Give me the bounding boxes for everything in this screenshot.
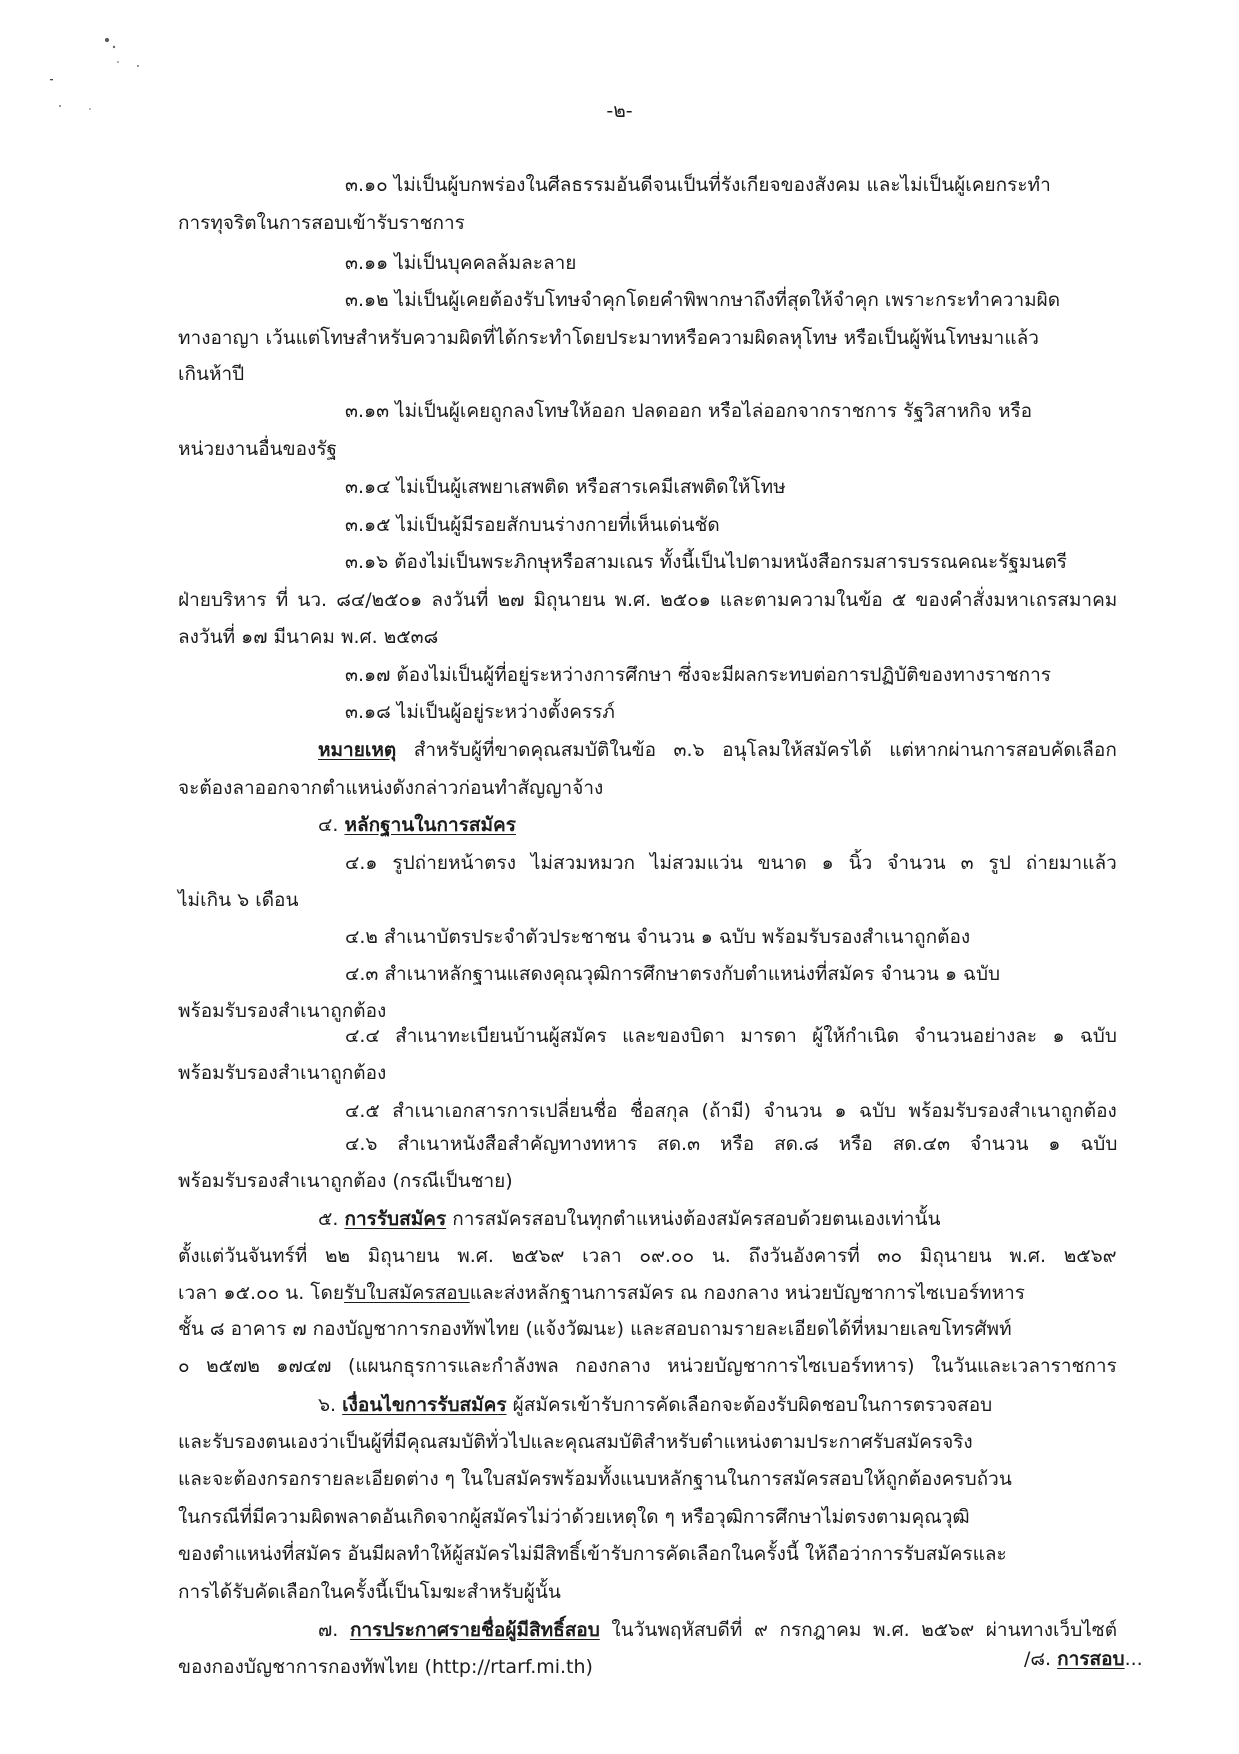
line-text: พร้อมรับรองสำเนาถูกต้อง (กรณีเป็นชาย) <box>178 1170 513 1192</box>
line-text: ๓.๑๘ ไม่เป็นผู้อยู่ระหว่างตั้งครรภ์ <box>345 701 615 723</box>
footer-ellipsis: ... <box>1124 1648 1143 1670</box>
line-text: ๓.๑๗ ต้องไม่เป็นผู้ที่อยู่ระหว่างการศึกษา ซึ่งจะมีผลกระทบต่อการปฏิบัติของทางราชการ <box>345 664 1051 686</box>
line-text: ชั้น ๘ อาคาร ๗ กองบัญชาการกองทัพไทย (แจ้งวัฒนะ) และสอบถามรายละเอียดได้ที่หมายเลขโทรศัพท์ <box>178 1318 1012 1340</box>
line-text: ทางอาญา เว้นแต่โทษสำหรับความผิดที่ได้กระทำโดยประมาทหรือความผิดลหุโทษ หรือเป็นผู้พ้นโทษมาแล้ว <box>178 327 1039 349</box>
line-text: ในกรณีที่มีความผิดพลาดอันเกิดจากผู้สมัครไม่ว่าด้วยเหตุใด ๆ หรือวุฒิการศึกษาไม่ตรงตามคุณวุฒิ <box>178 1506 970 1528</box>
text-line <box>178 624 438 650</box>
line-text: พร้อมรับรองสำเนาถูกต้อง <box>178 1062 387 1084</box>
text-line <box>178 1504 970 1530</box>
text-line <box>345 172 1051 198</box>
text-line <box>345 549 1067 575</box>
line-text: ผู้สมัครเข้ารับการคัดเลือกจะต้องรับผิดชอบในการตรวจสอบ <box>506 1394 993 1416</box>
text-line <box>178 1243 1117 1269</box>
line-text: เวลา ๑๕.๐๐ น. โดย <box>178 1282 344 1304</box>
section-number: ๗. <box>318 1619 350 1641</box>
text-line <box>345 1023 1117 1049</box>
text-line <box>345 512 720 538</box>
text-line <box>345 398 1032 424</box>
section-heading: การประกาศรายชื่อผู้มีสิทธิ์สอบ <box>349 1619 600 1641</box>
text-line <box>178 998 386 1024</box>
text-line <box>345 699 615 725</box>
footer-next-section: การสอบ <box>1057 1648 1125 1670</box>
text-line <box>345 662 1051 688</box>
text-line <box>345 961 1000 987</box>
line-text: ไม่เกิน ๖ เดือน <box>178 889 299 911</box>
text-line <box>178 325 1039 351</box>
line-text: ๔.๓ สำเนาหลักฐานแสดงคุณวุฒิการศึกษาตรงกับตำแหน่งที่สมัคร จำนวน ๑ ฉบับ <box>345 963 1001 985</box>
footer-prefix: /๘. <box>1024 1648 1058 1670</box>
line-text: สำหรับผู้ที่ขาดคุณสมบัติในข้อ ๓.๖ อนุโลมให้สมัครได้ แต่หากผ่านการสอบคัดเลือก <box>396 739 1117 761</box>
section-number: ๕. <box>318 1208 345 1230</box>
text-line <box>178 1429 973 1455</box>
line-text: ฝ่ายบริหาร ที่ นว. ๘๔/๒๕๐๑ ลงวันที่ ๒๗ มิถุนายน พ.ศ. ๒๕๐๑ และตามความในข้อ ๕ ของคำสั่งมหาเถรสมาคม <box>178 589 1118 611</box>
continuation-footer <box>1024 1646 1143 1672</box>
line-text: ของตำแหน่งที่สมัคร อันมีผลทำให้ผู้สมัครไม่มีสิทธิ์เข้ารับการคัดเลือกในครั้งนี้ ให้ถือว่าการรับสมัครและ <box>178 1543 1007 1565</box>
text-line <box>178 361 244 387</box>
text-line <box>178 1466 1012 1492</box>
text-line <box>178 1316 1012 1342</box>
text-line <box>178 436 337 462</box>
text-line <box>318 1617 1117 1643</box>
text-line <box>345 287 1060 313</box>
line-text: ลงวันที่ ๑๗ มีนาคม พ.ศ. ๒๕๓๘ <box>178 626 439 648</box>
line-text: ของกองบัญชาการกองทัพไทย (http://rtarf.mi.th) <box>178 1656 593 1678</box>
line-text: จะต้องลาออกจากตำแหน่งดังกล่าวก่อนทำสัญญาจ้าง <box>178 777 604 799</box>
text-line <box>345 1131 1117 1157</box>
line-text: และรับรองตนเองว่าเป็นผู้ที่มีคุณสมบัติทั่วไปและคุณสมบัติสำหรับตำแหน่งตามประกาศรับสมัครจริง <box>178 1431 973 1453</box>
text-line <box>345 924 970 950</box>
line-text: ๔.๑ รูปถ่ายหน้าตรง ไม่สวมหมวก ไม่สวมแว่น ขนาด ๑ นิ้ว จำนวน ๓ รูป ถ่ายมาแล้ว <box>345 852 1117 874</box>
line-text: พร้อมรับรองสำเนาถูกต้อง <box>178 1000 387 1022</box>
line-text: เกินห้าปี <box>178 363 245 385</box>
text-line <box>178 775 603 801</box>
line-text: การได้รับคัดเลือกในครั้งนี้เป็นโมฆะสำหรับผู้นั้น <box>178 1581 561 1603</box>
line-text: และส่งหลักฐานการสมัคร ณ กองกลาง หน่วยบัญชาการไซเบอร์ทหาร <box>469 1282 1025 1304</box>
text-line <box>318 1206 940 1232</box>
text-line <box>178 1541 1007 1567</box>
section-heading: การรับสมัคร <box>344 1208 447 1230</box>
text-line <box>345 1098 1117 1124</box>
line-text: ๔.๕ สำเนาเอกสารการเปลี่ยนชื่อ ชื่อสกุล (ถ้ามี) จำนวน ๑ ฉบับ พร้อมรับรองสำเนาถูกต้อง <box>345 1100 1117 1122</box>
line-text: ๔.๒ สำเนาบัตรประจำตัวประชาชน จำนวน ๑ ฉบับ พร้อมรับรองสำเนาถูกต้อง <box>345 926 971 948</box>
line-text: ในวันพฤหัสบดีที่ ๙ กรกฎาคม พ.ศ. ๒๕๖๙ ผ่านทางเว็บไซต์ <box>599 1619 1118 1641</box>
text-line <box>345 850 1117 876</box>
line-text: หน่วยงานอื่นของรัฐ <box>178 438 338 460</box>
text-line <box>178 1280 1025 1306</box>
line-text: ๔.๖ สำเนาหนังสือสำคัญทางทหาร สด.๓ หรือ สด.๘ หรือ สด.๔๓ จำนวน ๑ ฉบับ <box>345 1133 1118 1155</box>
line-text: การทุจริตในการสอบเข้ารับราชการ <box>178 212 465 234</box>
section-heading: หมายเหตุ <box>318 739 397 761</box>
line-text: ๓.๑๕ ไม่เป็นผู้มีรอยสักบนร่างกายที่เห็นเด่นชัด <box>345 514 720 536</box>
section-heading: เงื่อนไขการรับสมัคร <box>342 1394 507 1416</box>
line-text: ๓.๑๑ ไม่เป็นบุคคลล้มละลาย <box>345 252 577 274</box>
text-line <box>178 887 298 913</box>
text-line <box>178 1060 386 1086</box>
underlined-phrase: รับใบสมัครสอบ <box>343 1282 470 1304</box>
page-number: -๒- <box>606 100 633 122</box>
line-text: ๔.๔ สำเนาทะเบียนบ้านผู้สมัคร และของบิดา มารดา ผู้ให้กำเนิด จำนวนอย่างละ ๑ ฉบับ <box>345 1025 1117 1047</box>
text-line <box>178 210 465 236</box>
text-line <box>178 1654 593 1680</box>
text-line <box>318 1392 992 1418</box>
line-text: ๓.๑๔ ไม่เป็นผู้เสพยาเสพติด หรือสารเคมีเสพติดให้โทษ <box>345 476 786 498</box>
line-text: และจะต้องกรอกรายละเอียดต่าง ๆ ในใบสมัครพร้อมทั้งแนบหลักฐานในการสมัครสอบให้ถูกต้องครบถ้วน <box>178 1468 1012 1490</box>
text-line <box>178 587 1117 613</box>
text-line <box>318 737 1117 763</box>
line-text: ๓.๑๖ ต้องไม่เป็นพระภิกษุหรือสามเณร ทั้งนี้เป็นไปตามหนังสือกรมสารบรรณคณะรัฐมนตรี <box>345 551 1067 573</box>
line-text: ๓.๑๒ ไม่เป็นผู้เคยต้องรับโทษจำคุกโดยคำพิพากษาถึงที่สุดให้จำคุก เพราะกระทำความผิด <box>345 289 1061 311</box>
text-line <box>178 1353 1117 1379</box>
line-text: การสมัครสอบในทุกตำแหน่งต้องสมัครสอบด้วยตนเองเท่านั้น <box>446 1208 941 1230</box>
text-line <box>345 250 576 276</box>
section-heading: หลักฐานในการสมัคร <box>344 814 516 836</box>
section-number: ๖. <box>318 1394 343 1416</box>
section-number: ๔. <box>318 814 345 836</box>
line-text: ๐ ๒๕๗๒ ๑๗๔๗ (แผนกธุรการและกำลังพล กองกลาง หน่วยบัญชาการไซเบอร์ทหาร) ในวันและเวลาราชการ <box>178 1355 1117 1377</box>
text-line <box>178 1168 513 1194</box>
line-text: ๓.๑๐ ไม่เป็นผู้บกพร่องในศีลธรรมอันดีจนเป็นที่รังเกียจของสังคม และไม่เป็นผู้เคยกระทำ <box>345 174 1051 196</box>
line-text: ๓.๑๓ ไม่เป็นผู้เคยถูกลงโทษให้ออก ปลดออก หรือไล่ออกจากราชการ รัฐวิสาหกิจ หรือ <box>345 400 1033 422</box>
text-line <box>318 812 516 838</box>
line-text: ตั้งแต่วันจันทร์ที่ ๒๒ มิถุนายน พ.ศ. ๒๕๖๙ เวลา ๐๙.๐๐ น. ถึงวันอังคารที่ ๓๐ มิถุนายน พ.ศ. ๒๕๖๙ <box>178 1245 1117 1267</box>
text-line <box>178 1579 561 1605</box>
text-line <box>345 474 786 500</box>
